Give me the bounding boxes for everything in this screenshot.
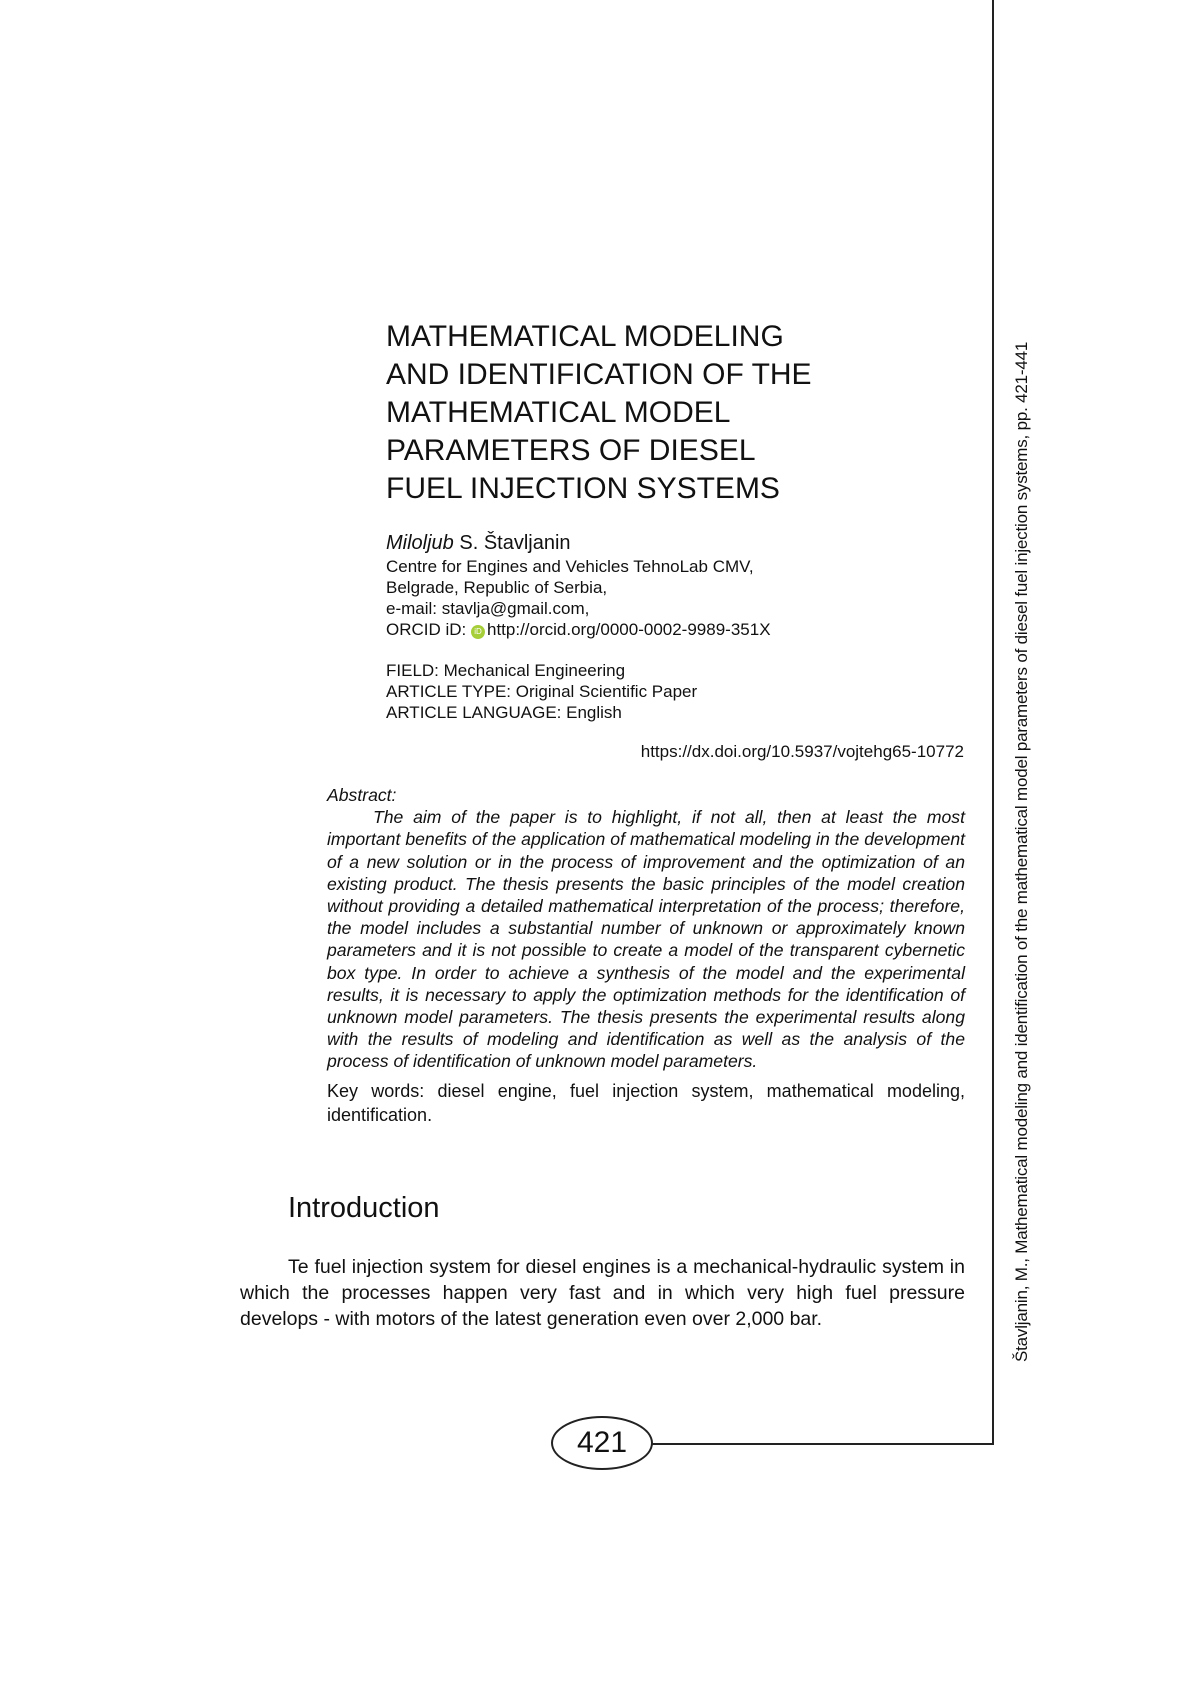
title-line: FUEL INJECTION SYSTEMS bbox=[386, 472, 780, 505]
title-line: MATHEMATICAL MODEL bbox=[386, 396, 731, 429]
article-title bbox=[386, 318, 946, 508]
page-number: 421 bbox=[551, 1416, 653, 1470]
abstract-section bbox=[327, 784, 965, 1127]
author-email[interactable]: e-mail: stavlja@gmail.com, bbox=[386, 599, 590, 618]
orcid-line bbox=[386, 619, 946, 640]
author-block bbox=[386, 530, 946, 640]
author-surname: S. Štavljanin bbox=[453, 532, 571, 554]
running-head: Štavljanin, M., Mathematical modeling and identification of the mathematical model parameters of diesel fuel injection systems, pp. 421-441 bbox=[1012, 341, 1031, 1362]
article-field: FIELD: Mechanical Engineering bbox=[386, 661, 626, 680]
article-meta bbox=[386, 660, 946, 723]
article-type: ARTICLE TYPE: Original Scientific Paper bbox=[386, 682, 698, 701]
orcid-label: ORCID iD: bbox=[386, 620, 471, 639]
title-line: MATHEMATICAL MODELING bbox=[386, 320, 784, 353]
title-line: PARAMETERS OF DIESEL bbox=[386, 434, 756, 467]
affiliation-line: Belgrade, Republic of Serbia, bbox=[386, 578, 608, 597]
doi-link[interactable]: https://dx.doi.org/10.5937/vojtehg65-10772 bbox=[640, 742, 964, 761]
section-heading-introduction: Introduction bbox=[288, 1192, 440, 1224]
keywords: Key words: diesel engine, fuel injection system, mathematical modeling, identification. bbox=[327, 1080, 965, 1125]
footer-rule bbox=[650, 1443, 994, 1445]
right-frame-line bbox=[992, 0, 994, 1444]
title-line: AND IDENTIFICATION OF THE bbox=[386, 358, 812, 391]
orcid-icon: iD bbox=[471, 625, 485, 639]
author-name bbox=[386, 530, 946, 556]
introduction-paragraph: Te fuel injection system for diesel engines is a mechanical-hydraulic system in which the processes happen very fast and in which very high fuel pressure develops - with motors of the latest generation even over 2,000 bar. bbox=[240, 1256, 965, 1330]
abstract-text: The aim of the paper is to highlight, if not all, then at least the most important benefits of the application of mathematical modeling in the development of a new solution or in the process of improvement and the optimization of an existing product. The thesis presents the basic principles of the model creation without providing a detailed mathematical interpretation of the process; therefore, the model includes a substantial number of unknown or approximately known parameters and it is not possible to create a model of the transparent cybernetic box type. In order to achieve a synthesis of the model and the experimental results, it is necessary to apply the optimization methods for the identification of unknown model parameters. The thesis presents the experimental results along with the results of modeling and identification as well as the analysis of the process of identification of unknown model parameters. bbox=[327, 807, 965, 1072]
author-given-name: Miloljub bbox=[386, 532, 454, 554]
affiliation-line: Centre for Engines and Vehicles TehnoLab CMV, bbox=[386, 557, 754, 576]
orcid-link[interactable]: http://orcid.org/0000-0002-9989-351X bbox=[487, 620, 771, 639]
abstract-label: Abstract: bbox=[327, 785, 397, 805]
article-language: ARTICLE LANGUAGE: English bbox=[386, 703, 622, 722]
